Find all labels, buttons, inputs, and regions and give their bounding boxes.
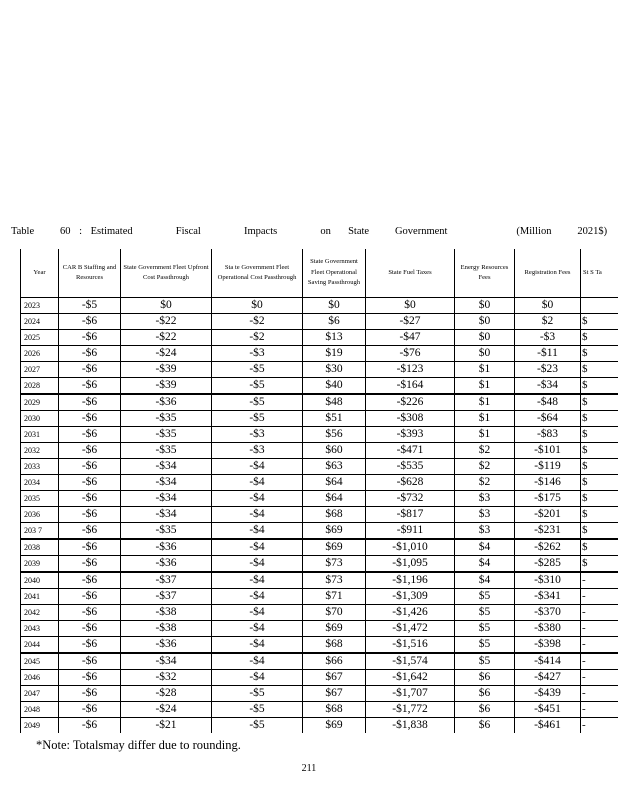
- cell-upfront: -$24: [121, 346, 212, 362]
- header-fleet-saving: State Government Fleet Operational Saving Passthrough: [303, 249, 366, 298]
- cell-energy: $5: [455, 653, 515, 670]
- cell-last: $: [581, 362, 618, 378]
- cell-energy: $6: [455, 718, 515, 734]
- table-row: [21, 459, 618, 475]
- cell-year: 2036: [21, 507, 59, 523]
- cell-energy: $3: [455, 491, 515, 507]
- cell-energy: $6: [455, 686, 515, 702]
- cell-reg: -$262: [515, 539, 581, 556]
- cell-reg: -$34: [515, 378, 581, 395]
- cell-upfront: -$24: [121, 702, 212, 718]
- cell-upfront: -$34: [121, 475, 212, 491]
- table-body: [21, 298, 618, 734]
- cell-upfront: -$37: [121, 589, 212, 605]
- cell-upfront: -$22: [121, 330, 212, 346]
- cell-opcost: -$2: [212, 330, 303, 346]
- table-title: Table 60 : Estimated Fiscal Impacts on State Government (Million 2021$): [10, 226, 608, 237]
- cell-last: -: [581, 605, 618, 621]
- cell-reg: -$119: [515, 459, 581, 475]
- cell-last: $: [581, 394, 618, 411]
- cell-opcost: -$3: [212, 427, 303, 443]
- cell-saving: $73: [303, 556, 366, 573]
- cell-year: 2025: [21, 330, 59, 346]
- cell-fuel: -$1,426: [366, 605, 455, 621]
- table-row: [21, 507, 618, 523]
- cell-saving: $69: [303, 539, 366, 556]
- cell-fuel: -$76: [366, 346, 455, 362]
- cell-year: 2031: [21, 427, 59, 443]
- cell-year: 2049: [21, 718, 59, 734]
- cell-upfront: -$39: [121, 378, 212, 395]
- cell-last: $: [581, 556, 618, 573]
- cell-fuel: -$911: [366, 523, 455, 540]
- cell-carb: -$6: [59, 702, 121, 718]
- table-row: [21, 621, 618, 637]
- cell-saving: $19: [303, 346, 366, 362]
- cell-carb: -$6: [59, 637, 121, 654]
- table-row: [21, 330, 618, 346]
- cell-opcost: -$3: [212, 346, 303, 362]
- cell-year: 2026: [21, 346, 59, 362]
- cell-carb: -$6: [59, 605, 121, 621]
- fiscal-impacts-table-wrapper: [20, 249, 618, 733]
- cell-fuel: -$1,642: [366, 670, 455, 686]
- cell-energy: $5: [455, 589, 515, 605]
- cell-last: $: [581, 507, 618, 523]
- cell-last: -: [581, 702, 618, 718]
- cell-opcost: $0: [212, 298, 303, 314]
- cell-year: 2023: [21, 298, 59, 314]
- cell-fuel: -$1,838: [366, 718, 455, 734]
- table-row: [21, 589, 618, 605]
- cell-opcost: -$4: [212, 605, 303, 621]
- cell-upfront: -$34: [121, 653, 212, 670]
- cell-opcost: -$4: [212, 670, 303, 686]
- cell-upfront: -$35: [121, 443, 212, 459]
- cell-opcost: -$4: [212, 556, 303, 573]
- cell-saving: $0: [303, 298, 366, 314]
- cell-last: $: [581, 491, 618, 507]
- cell-reg: -$201: [515, 507, 581, 523]
- cell-opcost: -$4: [212, 459, 303, 475]
- cell-carb: -$6: [59, 523, 121, 540]
- cell-fuel: -$164: [366, 378, 455, 395]
- cell-reg: -$285: [515, 556, 581, 573]
- header-fuel-taxes: State Fuel Taxes: [366, 249, 455, 298]
- cell-energy: $0: [455, 314, 515, 330]
- cell-reg: -$48: [515, 394, 581, 411]
- cell-fuel: -$47: [366, 330, 455, 346]
- cell-saving: $51: [303, 411, 366, 427]
- cell-carb: -$6: [59, 362, 121, 378]
- cell-reg: -$380: [515, 621, 581, 637]
- cell-last: $: [581, 411, 618, 427]
- cell-energy: $3: [455, 507, 515, 523]
- cell-last: -: [581, 572, 618, 589]
- cell-saving: $68: [303, 702, 366, 718]
- cell-carb: -$6: [59, 686, 121, 702]
- cell-carb: -$6: [59, 556, 121, 573]
- cell-reg: -$461: [515, 718, 581, 734]
- cell-fuel: -$1,472: [366, 621, 455, 637]
- cell-reg: -$231: [515, 523, 581, 540]
- table-row: [21, 443, 618, 459]
- cell-saving: $68: [303, 507, 366, 523]
- cell-upfront: -$32: [121, 670, 212, 686]
- cell-saving: $70: [303, 605, 366, 621]
- cell-energy: $5: [455, 605, 515, 621]
- cell-opcost: -$4: [212, 637, 303, 654]
- cell-saving: $56: [303, 427, 366, 443]
- cell-last: $: [581, 539, 618, 556]
- cell-reg: -$310: [515, 572, 581, 589]
- table-row: [21, 491, 618, 507]
- cell-last: -: [581, 670, 618, 686]
- cell-year: 2030: [21, 411, 59, 427]
- cell-reg: -$146: [515, 475, 581, 491]
- page-number: 211: [301, 763, 317, 774]
- cell-energy: $1: [455, 394, 515, 411]
- cell-energy: $3: [455, 523, 515, 540]
- cell-last: $: [581, 330, 618, 346]
- cell-energy: $4: [455, 539, 515, 556]
- cell-energy: $1: [455, 378, 515, 395]
- cell-fuel: -$123: [366, 362, 455, 378]
- cell-reg: -$83: [515, 427, 581, 443]
- cell-opcost: -$4: [212, 653, 303, 670]
- cell-last: -: [581, 718, 618, 734]
- cell-year: 2035: [21, 491, 59, 507]
- cell-year: 2042: [21, 605, 59, 621]
- cell-saving: $13: [303, 330, 366, 346]
- cell-year: 203 7: [21, 523, 59, 540]
- cell-saving: $69: [303, 621, 366, 637]
- cell-year: 2032: [21, 443, 59, 459]
- cell-energy: $0: [455, 298, 515, 314]
- cell-upfront: -$39: [121, 362, 212, 378]
- cell-reg: -$64: [515, 411, 581, 427]
- cell-carb: -$6: [59, 314, 121, 330]
- cell-fuel: -$732: [366, 491, 455, 507]
- cell-saving: $63: [303, 459, 366, 475]
- cell-year: 2038: [21, 539, 59, 556]
- table-row: [21, 686, 618, 702]
- cell-carb: -$6: [59, 491, 121, 507]
- cell-saving: $73: [303, 572, 366, 589]
- cell-last: -: [581, 686, 618, 702]
- cell-reg: -$398: [515, 637, 581, 654]
- table-row: [21, 556, 618, 573]
- cell-fuel: -$535: [366, 459, 455, 475]
- cell-saving: $66: [303, 653, 366, 670]
- cell-fuel: -$628: [366, 475, 455, 491]
- cell-upfront: -$35: [121, 411, 212, 427]
- table-row: [21, 346, 618, 362]
- cell-fuel: -$1,516: [366, 637, 455, 654]
- table-row: [21, 298, 618, 314]
- cell-upfront: -$36: [121, 637, 212, 654]
- table-row: [21, 523, 618, 540]
- cell-last: $: [581, 475, 618, 491]
- cell-last: $: [581, 346, 618, 362]
- cell-last: -: [581, 589, 618, 605]
- table-row: [21, 539, 618, 556]
- header-registration-fees: Registration Fees: [515, 249, 581, 298]
- cell-fuel: -$27: [366, 314, 455, 330]
- table-row: [21, 378, 618, 395]
- fiscal-impacts-table: [20, 249, 618, 733]
- cell-year: 2039: [21, 556, 59, 573]
- table-row: [21, 362, 618, 378]
- cell-fuel: -$1,707: [366, 686, 455, 702]
- cell-upfront: -$36: [121, 556, 212, 573]
- cell-reg: -$3: [515, 330, 581, 346]
- cell-fuel: -$393: [366, 427, 455, 443]
- cell-saving: $64: [303, 475, 366, 491]
- cell-opcost: -$4: [212, 539, 303, 556]
- cell-carb: -$6: [59, 378, 121, 395]
- cell-saving: $68: [303, 637, 366, 654]
- cell-fuel: -$1,095: [366, 556, 455, 573]
- cell-year: 2024: [21, 314, 59, 330]
- cell-year: 2045: [21, 653, 59, 670]
- cell-year: 2047: [21, 686, 59, 702]
- cell-opcost: -$2: [212, 314, 303, 330]
- cell-saving: $60: [303, 443, 366, 459]
- cell-upfront: -$34: [121, 507, 212, 523]
- cell-carb: -$6: [59, 653, 121, 670]
- header-year: Year: [21, 249, 59, 298]
- cell-year: 2043: [21, 621, 59, 637]
- cell-energy: $4: [455, 572, 515, 589]
- table-row: [21, 427, 618, 443]
- cell-year: 2041: [21, 589, 59, 605]
- cell-carb: -$6: [59, 589, 121, 605]
- cell-last: $: [581, 378, 618, 395]
- cell-year: 2048: [21, 702, 59, 718]
- cell-carb: -$5: [59, 298, 121, 314]
- cell-fuel: -$308: [366, 411, 455, 427]
- cell-upfront: -$34: [121, 491, 212, 507]
- footnote: *Note: Totalsmay differ due to rounding.: [36, 738, 241, 752]
- cell-saving: $30: [303, 362, 366, 378]
- cell-last: [581, 298, 618, 314]
- cell-carb: -$6: [59, 443, 121, 459]
- cell-last: $: [581, 523, 618, 540]
- cell-carb: -$6: [59, 411, 121, 427]
- cell-last: $: [581, 314, 618, 330]
- cell-upfront: -$38: [121, 605, 212, 621]
- cell-opcost: -$4: [212, 523, 303, 540]
- cell-reg: -$427: [515, 670, 581, 686]
- cell-carb: -$6: [59, 427, 121, 443]
- table-row: [21, 411, 618, 427]
- cell-last: -: [581, 621, 618, 637]
- cell-energy: $1: [455, 427, 515, 443]
- table-row: [21, 637, 618, 654]
- cell-reg: -$23: [515, 362, 581, 378]
- table-row: [21, 394, 618, 411]
- cell-last: -: [581, 653, 618, 670]
- cell-reg: -$439: [515, 686, 581, 702]
- cell-opcost: -$3: [212, 443, 303, 459]
- table-row: [21, 475, 618, 491]
- cell-fuel: -$817: [366, 507, 455, 523]
- cell-energy: $5: [455, 637, 515, 654]
- cell-upfront: $0: [121, 298, 212, 314]
- cell-upfront: -$28: [121, 686, 212, 702]
- cell-year: 2046: [21, 670, 59, 686]
- cell-energy: $6: [455, 670, 515, 686]
- cell-energy: $1: [455, 362, 515, 378]
- cell-fuel: -$1,309: [366, 589, 455, 605]
- cell-energy: $2: [455, 475, 515, 491]
- cell-last: $: [581, 427, 618, 443]
- cell-upfront: -$37: [121, 572, 212, 589]
- cell-upfront: -$38: [121, 621, 212, 637]
- cell-carb: -$6: [59, 330, 121, 346]
- header-cut-off: St S Ta: [581, 249, 618, 298]
- cell-upfront: -$21: [121, 718, 212, 734]
- cell-saving: $6: [303, 314, 366, 330]
- cell-upfront: -$22: [121, 314, 212, 330]
- cell-reg: $2: [515, 314, 581, 330]
- cell-saving: $71: [303, 589, 366, 605]
- cell-upfront: -$36: [121, 539, 212, 556]
- cell-fuel: -$226: [366, 394, 455, 411]
- cell-opcost: -$5: [212, 378, 303, 395]
- cell-opcost: -$5: [212, 718, 303, 734]
- cell-energy: $0: [455, 330, 515, 346]
- table-row: [21, 653, 618, 670]
- cell-fuel: -$1,196: [366, 572, 455, 589]
- cell-reg: -$341: [515, 589, 581, 605]
- cell-energy: $1: [455, 411, 515, 427]
- cell-fuel: -$1,574: [366, 653, 455, 670]
- cell-energy: $0: [455, 346, 515, 362]
- table-row: [21, 702, 618, 718]
- cell-opcost: -$4: [212, 507, 303, 523]
- cell-opcost: -$4: [212, 621, 303, 637]
- cell-carb: -$6: [59, 507, 121, 523]
- cell-fuel: -$1,010: [366, 539, 455, 556]
- table-row: [21, 670, 618, 686]
- cell-carb: -$6: [59, 346, 121, 362]
- header-fleet-upfront: State Government Fleet Upfront Cost Passthrough: [121, 249, 212, 298]
- cell-opcost: -$5: [212, 362, 303, 378]
- cell-carb: -$6: [59, 718, 121, 734]
- table-row: [21, 718, 618, 734]
- cell-energy: $5: [455, 621, 515, 637]
- cell-opcost: -$4: [212, 475, 303, 491]
- cell-last: -: [581, 637, 618, 654]
- cell-year: 2033: [21, 459, 59, 475]
- cell-carb: -$6: [59, 539, 121, 556]
- cell-carb: -$6: [59, 621, 121, 637]
- cell-carb: -$6: [59, 394, 121, 411]
- cell-year: 2040: [21, 572, 59, 589]
- header-fleet-opcost: Sta te Government Fleet Operational Cost Passthrough: [212, 249, 303, 298]
- cell-fuel: -$471: [366, 443, 455, 459]
- cell-opcost: -$5: [212, 686, 303, 702]
- cell-reg: -$175: [515, 491, 581, 507]
- cell-carb: -$6: [59, 475, 121, 491]
- cell-year: 2028: [21, 378, 59, 395]
- cell-saving: $64: [303, 491, 366, 507]
- cell-carb: -$6: [59, 670, 121, 686]
- cell-reg: -$451: [515, 702, 581, 718]
- header-carb-staffing: CAR B Staffing and Resources: [59, 249, 121, 298]
- cell-upfront: -$34: [121, 459, 212, 475]
- cell-energy: $2: [455, 459, 515, 475]
- cell-opcost: -$5: [212, 394, 303, 411]
- cell-saving: $48: [303, 394, 366, 411]
- cell-energy: $2: [455, 443, 515, 459]
- table-row: [21, 572, 618, 589]
- cell-reg: -$11: [515, 346, 581, 362]
- cell-reg: -$370: [515, 605, 581, 621]
- cell-opcost: -$5: [212, 411, 303, 427]
- cell-last: $: [581, 443, 618, 459]
- cell-energy: $4: [455, 556, 515, 573]
- cell-saving: $69: [303, 523, 366, 540]
- cell-year: 2029: [21, 394, 59, 411]
- cell-last: $: [581, 459, 618, 475]
- header-energy-fees: Energy Resources Fees: [455, 249, 515, 298]
- cell-energy: $6: [455, 702, 515, 718]
- table-row: [21, 605, 618, 621]
- cell-opcost: -$4: [212, 491, 303, 507]
- cell-opcost: -$5: [212, 702, 303, 718]
- cell-saving: $69: [303, 718, 366, 734]
- cell-reg: -$414: [515, 653, 581, 670]
- table-header-row: [21, 249, 618, 298]
- cell-fuel: -$1,772: [366, 702, 455, 718]
- cell-opcost: -$4: [212, 572, 303, 589]
- cell-carb: -$6: [59, 572, 121, 589]
- cell-reg: -$101: [515, 443, 581, 459]
- cell-upfront: -$35: [121, 523, 212, 540]
- cell-saving: $40: [303, 378, 366, 395]
- cell-saving: $67: [303, 670, 366, 686]
- cell-year: 2034: [21, 475, 59, 491]
- cell-upfront: -$36: [121, 394, 212, 411]
- cell-year: 2027: [21, 362, 59, 378]
- cell-year: 2044: [21, 637, 59, 654]
- cell-upfront: -$35: [121, 427, 212, 443]
- cell-fuel: $0: [366, 298, 455, 314]
- cell-saving: $67: [303, 686, 366, 702]
- cell-opcost: -$4: [212, 589, 303, 605]
- table-row: [21, 314, 618, 330]
- cell-carb: -$6: [59, 459, 121, 475]
- cell-reg: $0: [515, 298, 581, 314]
